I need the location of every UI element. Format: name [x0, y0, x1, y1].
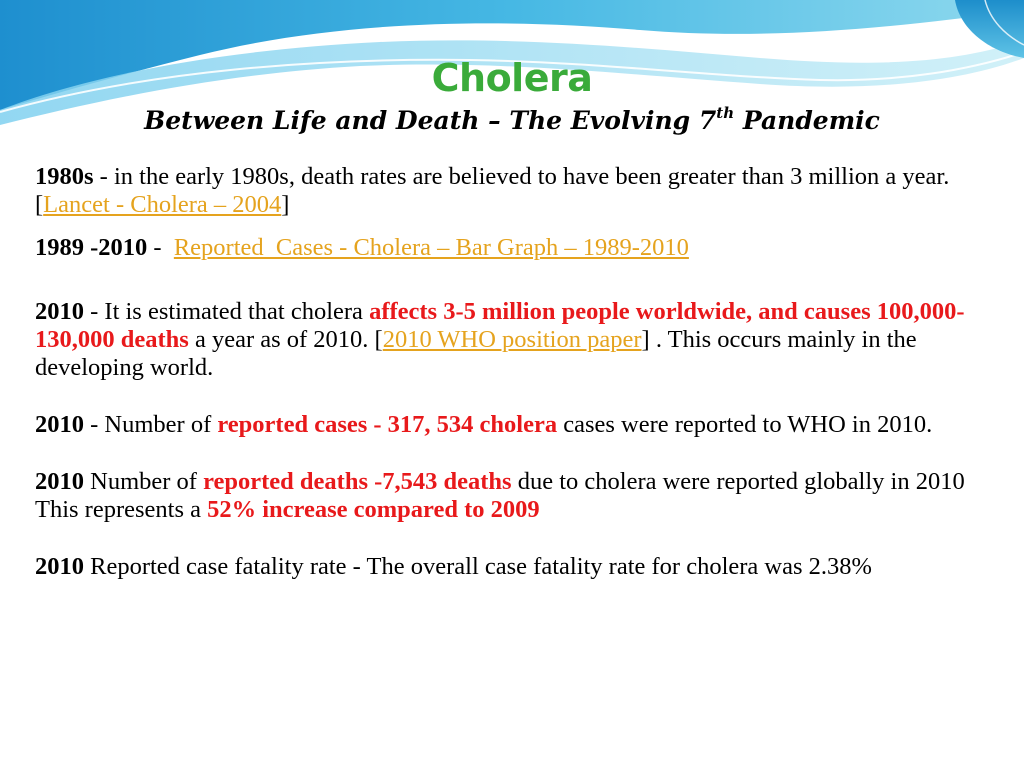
paragraph-text: Reported case fatality rate - The overall case fatality rate for cholera was 2.38% — [84, 553, 872, 580]
paragraph-1989-2010 — [35, 234, 985, 262]
paragraph-2010-fatality — [35, 553, 985, 581]
paragraph-2010-cases — [35, 411, 985, 439]
highlight-text: reported deaths -7,543 deaths — [203, 468, 512, 495]
year-label: 1989 -2010 — [35, 234, 148, 261]
year-label: 2010 — [35, 411, 84, 438]
paragraph-text: ] — [281, 191, 290, 218]
highlight-text: affects 3-5 million people worldwide, and causes 100,000-130,000 deaths — [35, 298, 965, 353]
paragraph-text: Number of — [84, 468, 204, 495]
year-label: 1980s — [35, 163, 94, 190]
paragraph-text: - Number of — [84, 411, 218, 438]
paragraph-text: due to cholera were reported globally in 2010 This represents a — [35, 468, 965, 523]
paragraph-text: a year as of 2010. [ — [188, 326, 383, 353]
paragraph-text: cases were reported to WHO in 2010. — [557, 411, 933, 438]
lancet-link[interactable]: Lancet - Cholera – 2004 — [43, 191, 282, 218]
year-label: 2010 — [35, 553, 84, 580]
paragraph-text: - — [147, 234, 174, 261]
paragraph-2010-estimate — [35, 298, 985, 382]
slide-subtitle — [0, 104, 1024, 138]
slide-title: Cholera — [431, 56, 593, 100]
paragraph-text: - It is estimated that cholera — [84, 298, 370, 325]
highlight-text: 52% increase compared to 2009 — [207, 496, 540, 523]
subtitle-main: Between Life and Death – The Evolving 7 — [144, 106, 717, 135]
paragraph-2010-deaths — [35, 468, 985, 524]
paragraph-text: ] . This occurs mainly in the developing world. — [35, 326, 917, 381]
year-label: 2010 — [35, 298, 84, 325]
who-paper-link[interactable]: 2010 WHO position paper — [382, 326, 642, 353]
bar-graph-link[interactable]: Reported Cases - Cholera – Bar Graph – 1989-2010 — [173, 234, 689, 261]
year-label: 2010 — [35, 468, 84, 495]
subtitle-superscript: th — [716, 103, 735, 122]
paragraph-text: - in the early 1980s, death rates are believed to have been greater than 3 million a year. [ — [35, 163, 950, 218]
paragraph-1980s — [35, 163, 985, 219]
slide-content — [35, 163, 985, 581]
highlight-text: reported cases - 317, 534 cholera — [217, 411, 558, 438]
subtitle-end: Pandemic — [734, 106, 880, 135]
